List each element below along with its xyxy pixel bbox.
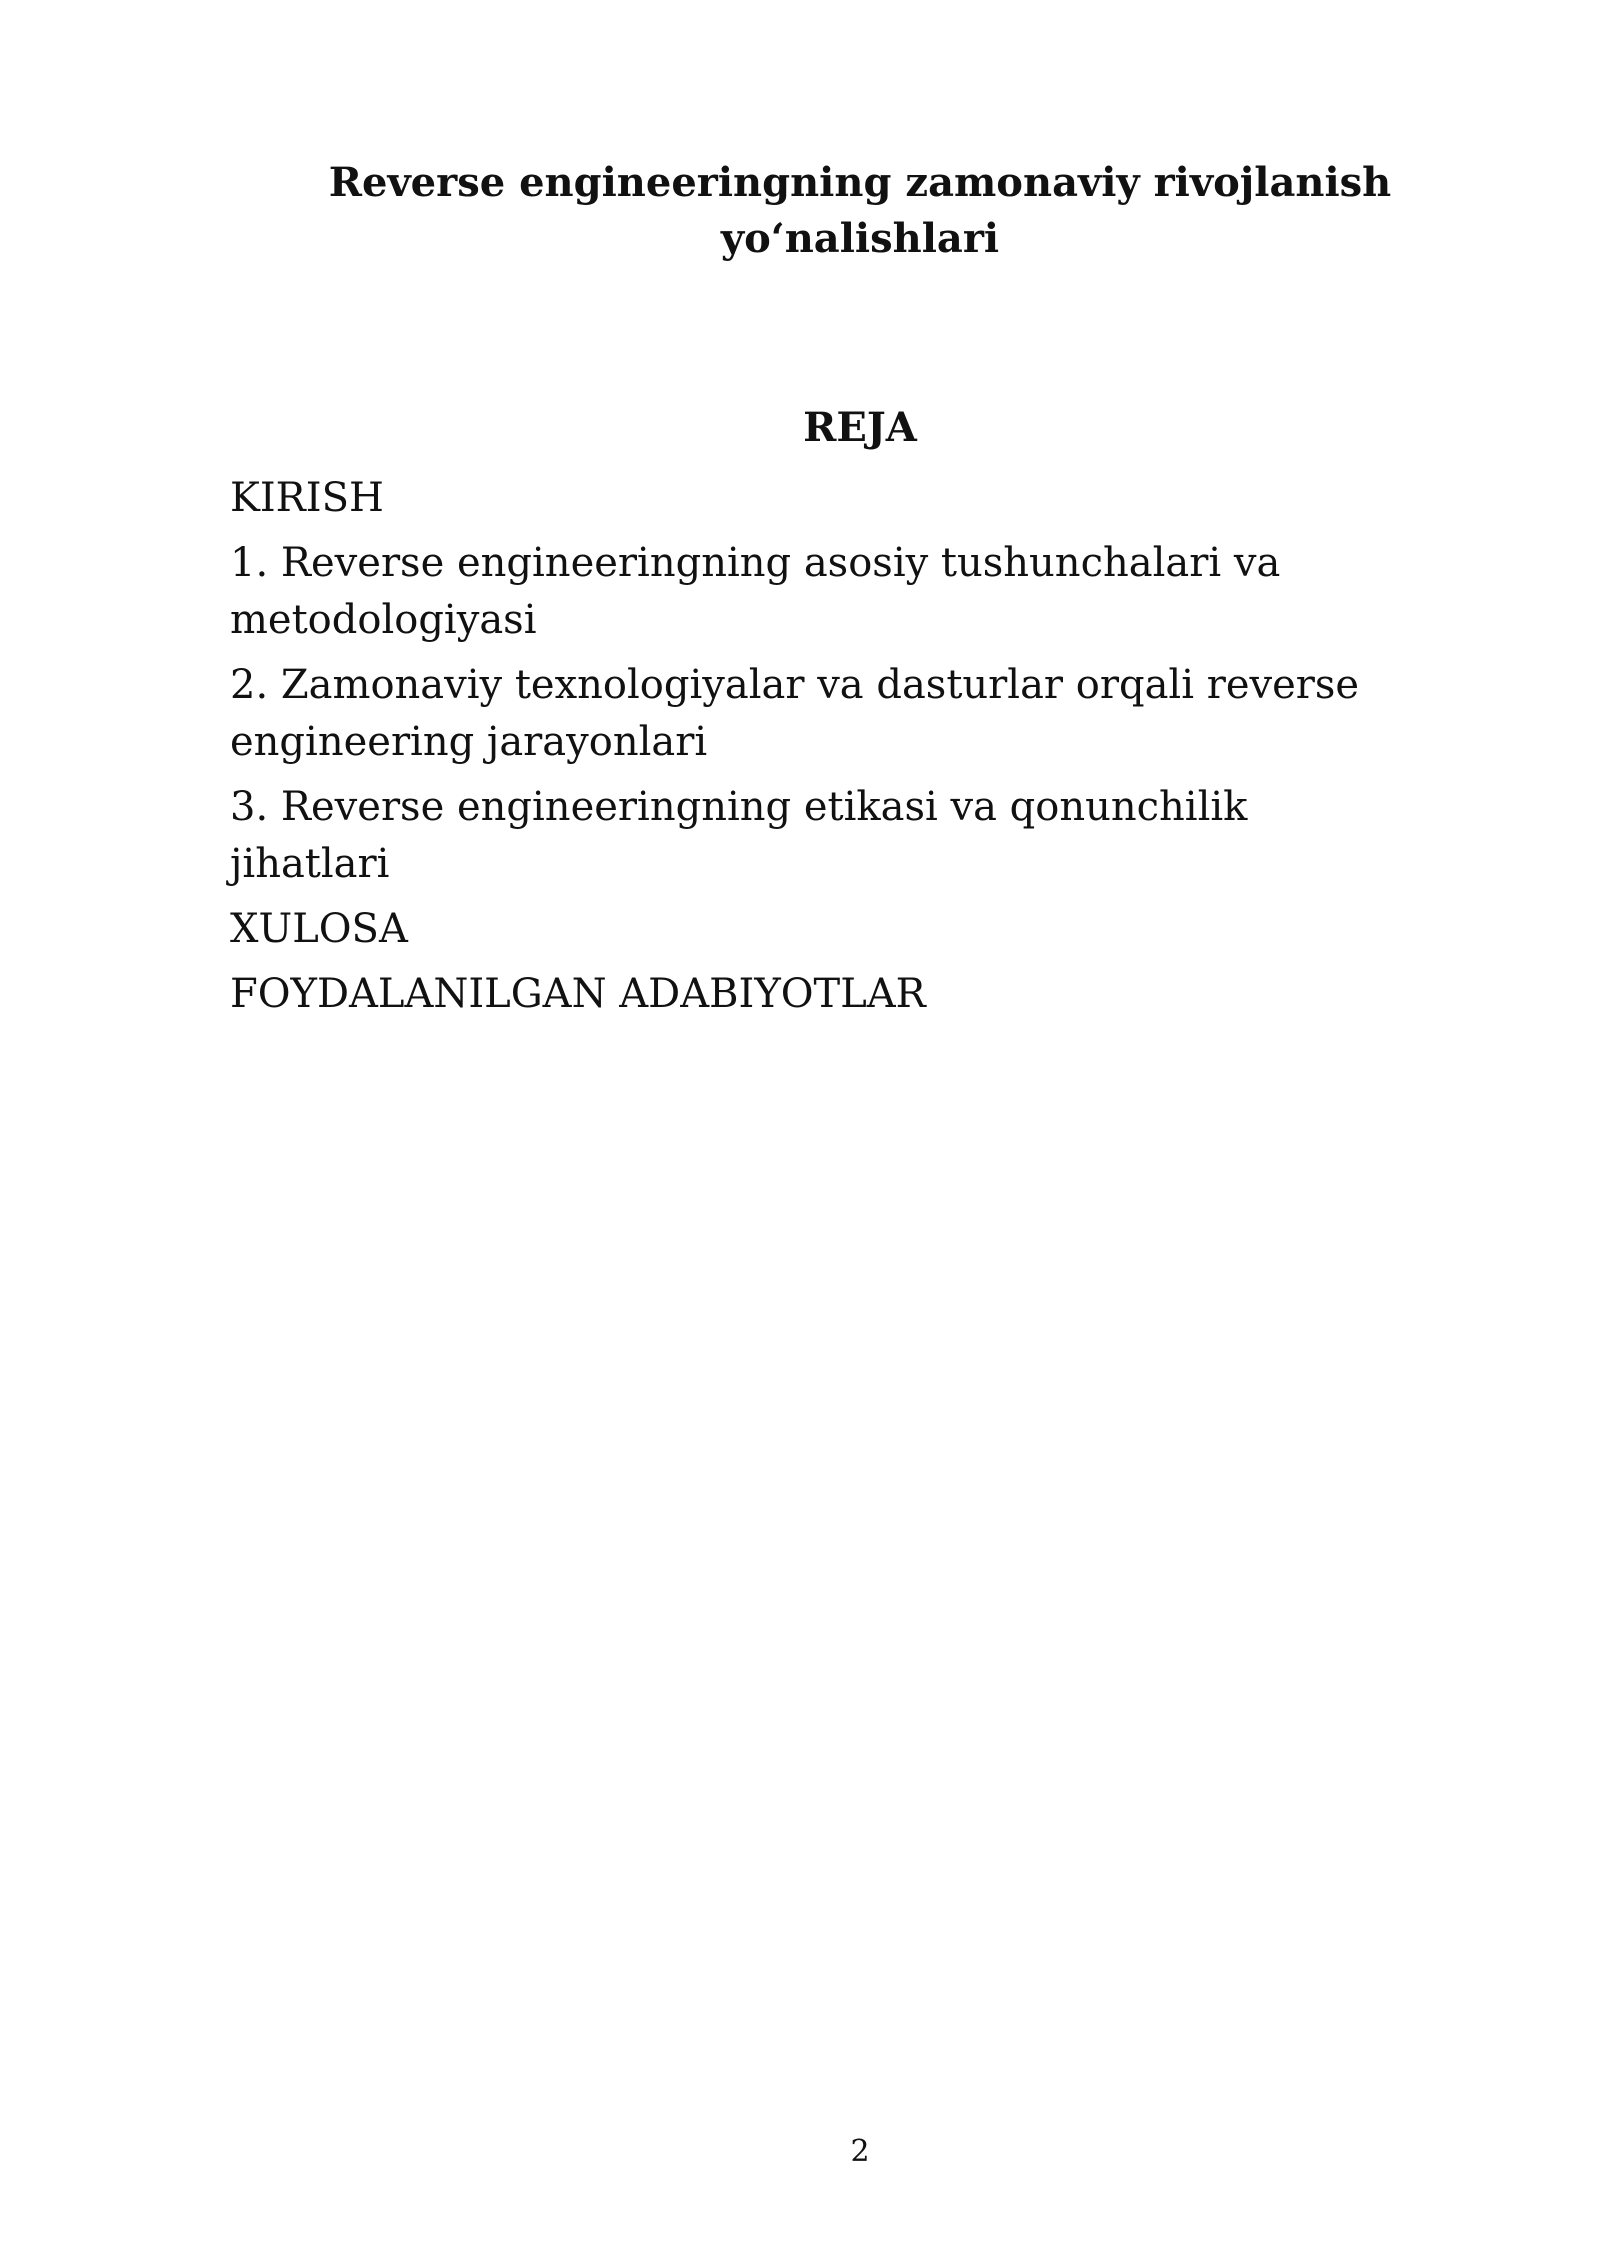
plan-item-1: 1. Reverse engineeringning asosiy tushunchalari va metodologiyasi — [230, 540, 1281, 643]
plan-item-2: 2. Zamonaviy texnologiyalar va dasturlar orqali reverse engineering jarayonlari — [230, 662, 1360, 765]
plan-item-3: 3. Reverse engineeringning etikasi va qonunchilik jihatlari — [230, 784, 1248, 887]
plan-list — [230, 470, 1410, 1031]
plan-heading: REJA — [803, 404, 917, 451]
plan-item-conclusion: XULOSA — [230, 906, 408, 952]
document-title-line-1: Reverse engineeringning zamonaviy rivojlanish — [328, 159, 1392, 206]
document-title — [230, 155, 1490, 267]
page-number: 2 — [850, 2134, 870, 2169]
plan-item-references: FOYDALANILGAN ADABIYOTLAR — [230, 971, 926, 1017]
document-title-line-2: yo‘nalishlari — [720, 215, 1000, 262]
plan-item-introduction: KIRISH — [230, 475, 384, 521]
